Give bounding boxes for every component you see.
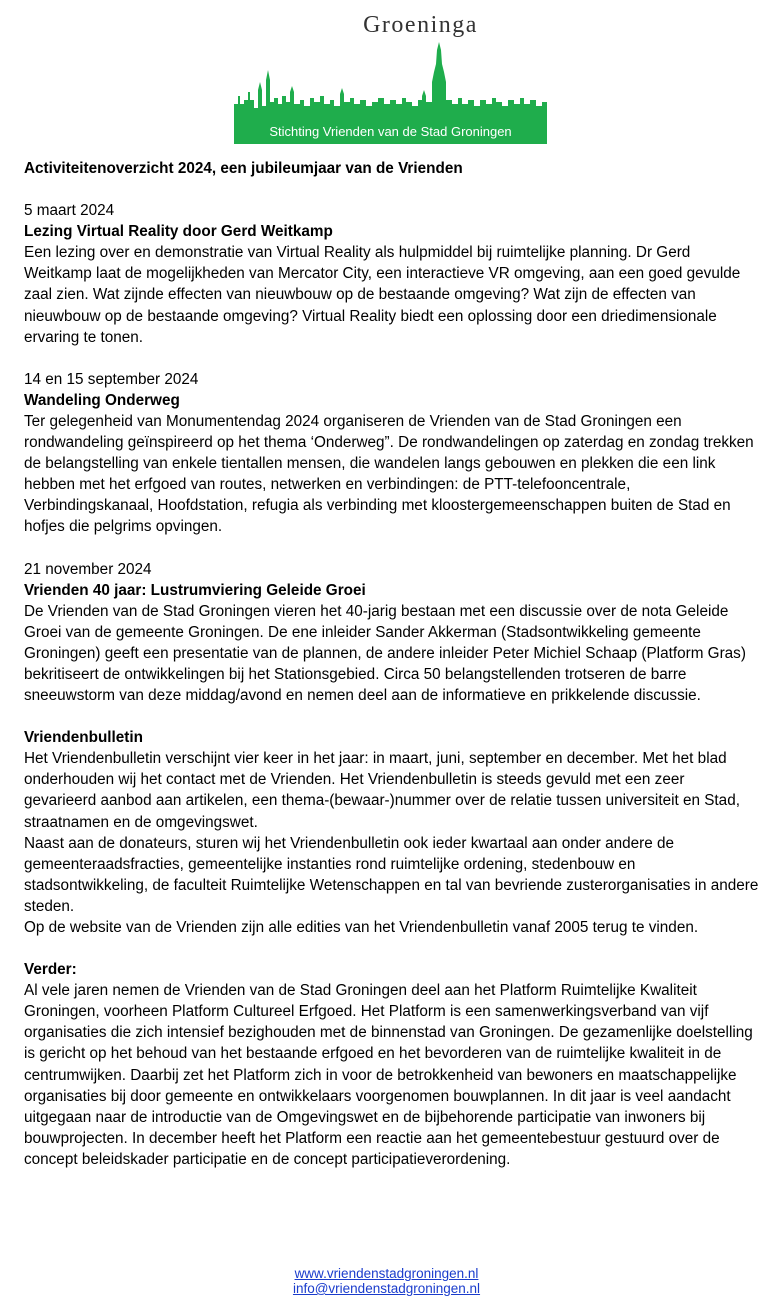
activity-title: Lezing Virtual Reality door Gerd Weitkamp: [24, 223, 333, 241]
verder-section: [24, 959, 760, 1170]
website-link[interactable]: www.vriendenstadgroningen.nl: [294, 1266, 479, 1281]
bulletin-section: [24, 727, 760, 938]
activity-title: Wandeling Onderweg: [24, 391, 180, 409]
verder-body: Al vele jaren nemen de Vrienden van de Stad Groningen deel aan het Platform Ruimtelijke Kwaliteit Groningen, voorheen Platform Cultureel Erfgoed. Het Platform is een samenwerkingsverband van vijf organisaties die zich intensief bezighouden met de binnenstad van Groningen. De gezamenlijke doelstelling is gericht op het behoud van het bestaande erfgoed en het bevorderen van de ruimtelijke kwaliteit in de centrumwijken. Daarbij zet het Platform zich in voor de betrokkenheid van bewoners en maatschappelijke organisaties bij door gemeente en ontwikkelaars voorgenomen bouwplannen. In dit jaar is veel aandacht uitgegaan naar de introductie van de Omgevingswet en de bijbehorende participatie van inwoners bij bouwprojecten. In december heeft het Platform een reactie aan het gemeentebestuur gestuurd over de concept beleidskader participatie en de concept participatieverordening.: [24, 982, 753, 1168]
logo: [234, 12, 547, 144]
activity-date: 21 november 2024: [24, 560, 152, 578]
activity-body: De Vrienden van de Stad Groningen vieren het 40-jarig bestaan met een discussie over de nota Geleide Groei van de gemeente Groningen. De ene inleider Sander Akkerman (Stadsontwikkeling gemeente Groningen) geeft een presentatie van de plannen, de andere inleider Peter Michiel Schaap (Platform Gras) bekritiseert de ontwikkelingen bij het Stationsgebied. Circa 50 belangstellenden trotseren de barre sneeuwstorm van deze middag/avond en nemen deel aan de informatieve en prikkelende discussie.: [24, 602, 746, 705]
activity-body: Een lezing over en demonstratie van Virtual Reality als hulpmiddel bij ruimtelijke planning. Dr Gerd Weitkamp laat de mogelijkheden van Mercator City, een interactieve VR omgeving, aan een goed gevulde zaal zien. Wat zijnde effecten van nieuwbouw op de bestaande omgeving? Wat zijn de effecten van nieuwbouw op de bestaande omgeving? Virtual Reality biedt een oplossing door een driedimensionale ervaring te tonen.: [24, 244, 741, 346]
activity-item: [24, 559, 760, 707]
email-link[interactable]: info@vriendenstadgroningen.nl: [292, 1281, 481, 1296]
activity-title: Vrienden 40 jaar: Lustrumviering Geleide Groei: [24, 581, 366, 599]
activity-date: 5 maart 2024: [24, 202, 115, 220]
bulletin-paragraph: Het Vriendenbulletin verschijnt vier keer in het jaar: in maart, juni, september en december. Met het blad onderhouden wij het contact met de Vrienden. Het Vriendenbulletin is steeds gevuld met een zeer gevarieerd aanbod aan artikelen, een thema-(bewaar-)nummer over de relatie tussen universiteit en Stad, straatnamen en de omgevingswet.: [24, 750, 740, 831]
logo-subtitle: Stichting Vrienden van de Stad Groningen: [269, 124, 512, 139]
bulletin-paragraph: Naast aan de donateurs, sturen wij het Vriendenbulletin ook ieder kwartaal aan onder andere de gemeenteraadsfracties, gemeentelijke instanties rond ruimtelijke ordening, stedenbouw en stadsontwikkeling, de faculteit Ruimtelijke Wetenschappen en tal van bevriende zusterorganisaties in andere steden.: [24, 834, 759, 915]
logo-title: Groeninga: [363, 12, 478, 38]
verder-heading: Verder:: [24, 961, 77, 979]
activity-body: Ter gelegenheid van Monumentendag 2024 organiseren de Vrienden van de Stad Groningen een rondwandeling geïnspireerd op het thema ‘Onderweg”. De rondwandelingen op zaterdag en zondag trekken de belangstelling van enkele tientallen mensen, die wandelen langs gebouwen en plekken die een link hebben met het erfgoed van routes, netwerken en verbindingen: de PTT-telefooncentrale, Verbindingskanaal, Hoofdstation, refugia als verbinding met kloostergemeenschappen buiten de Stad en hofjes die pelgrims opvingen.: [24, 412, 754, 536]
activity-item: [24, 369, 760, 538]
activity-date: 14 en 15 september 2024: [24, 370, 199, 388]
document-title: Activiteitenoverzicht 2024, een jubileumjaar van de Vrienden: [24, 160, 463, 177]
document-body: [24, 158, 760, 1191]
activity-item: [24, 200, 760, 348]
bulletin-heading: Vriendenbulletin: [24, 729, 143, 747]
bulletin-paragraph: Op de website van de Vrienden zijn alle edities van het Vriendenbulletin vanaf 2005 terug te vinden.: [24, 919, 699, 936]
footer: [0, 1266, 773, 1296]
